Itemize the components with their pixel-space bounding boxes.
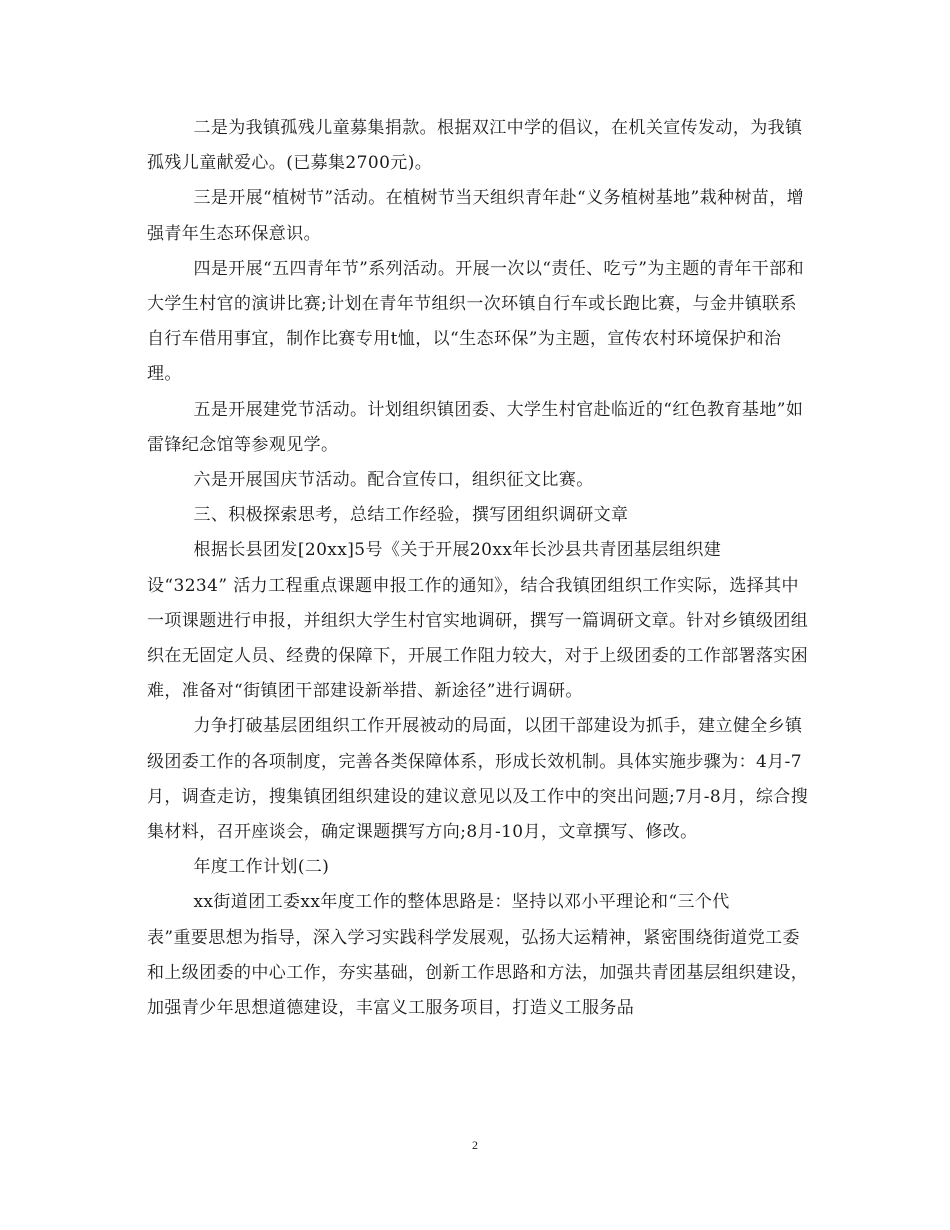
section-heading-research: 三、积极探索思考，总结工作经验，撰写团组织调研文章 <box>147 505 629 526</box>
paragraph-overall-approach: xx街道团工委xx年度工作的整体思路是：坚持以邓小平理论和“三个代 表”重要思想为指导，深入学习实践科学发展观，弘扬大运精神，紧密围绕街道党工委和上级团委的中心工作，夯实基础，创新工作思路和方法，加强共青团基层组织建设，加强青少年思想道德建设，丰富义工服务项目，打造义工服务品 <box>147 892 809 1019</box>
paragraph-arbor-day: 三是开展“植树节”活动。在植树节当天组织青年赴“义务植树基地”栽种树苗，增强青年生态环保意识。 <box>147 188 804 244</box>
paragraph-fundraising: 二是为我镇孤残儿童募集捐款。根据双江中学的倡议，在机关宣传发动，为我镇孤残儿童献爱心。(已募集2700元)。 <box>147 118 803 174</box>
page-number: 2 <box>472 1138 478 1152</box>
section-heading-annual-plan: 年度工作计划(二) <box>147 857 330 878</box>
paragraph-implementation-steps: 力争打破基层团组织工作开展被动的局面，以团干部建设为抓手，建立健全乡镇级团委工作的各项制度，完善各类保障体系，形成长效机制。具体实施步骤为：4月-7月，调查走访，搜集镇团组织建设的建议意见以及工作中的突出问题;7月-8月，综合搜集材料，召开座谈会，确定课题撰写方向;8月-10月，文章撰写、修改。 <box>147 716 809 843</box>
paragraph-party-day: 五是开展建党节活动。计划组织镇团委、大学生村官赴临近的“红色教育基地”如雷锋纪念馆等参观见学。 <box>147 399 804 455</box>
paragraph-research-topic: 根据长县团发[20xx]5号《关于开展20xx年长沙县共青团基层组织建 设“3234” 活力工程重点课题申报工作的通知》，结合我镇团组织工作实际，选择其中一项课题进行申报，并组织大学生村官实地调研，撰写一篇调研文章。针对乡镇级团组织在无固定人员、经费的保障下，开展工作阻力较大，对于上级团委的工作部署落实困难，准备对“街镇团干部建设新举措、新途径”进行调研。 <box>147 540 809 702</box>
paragraph-youth-day: 四是开展“五四青年节”系列活动。开展一次以“责任、吃亏”为主题的青年干部和大学生村官的演讲比赛;计划在青年节组织一次环镇自行车或长跑比赛，与金井镇联系自行车借用事宜，制作比赛专用t恤，以“生态环保”为主题，宣传农村环境保护和治理。 <box>147 258 804 385</box>
paragraph-national-day: 六是开展国庆节活动。配合宣传口，组织征文比赛。 <box>147 470 594 491</box>
document-body <box>147 111 813 1026</box>
